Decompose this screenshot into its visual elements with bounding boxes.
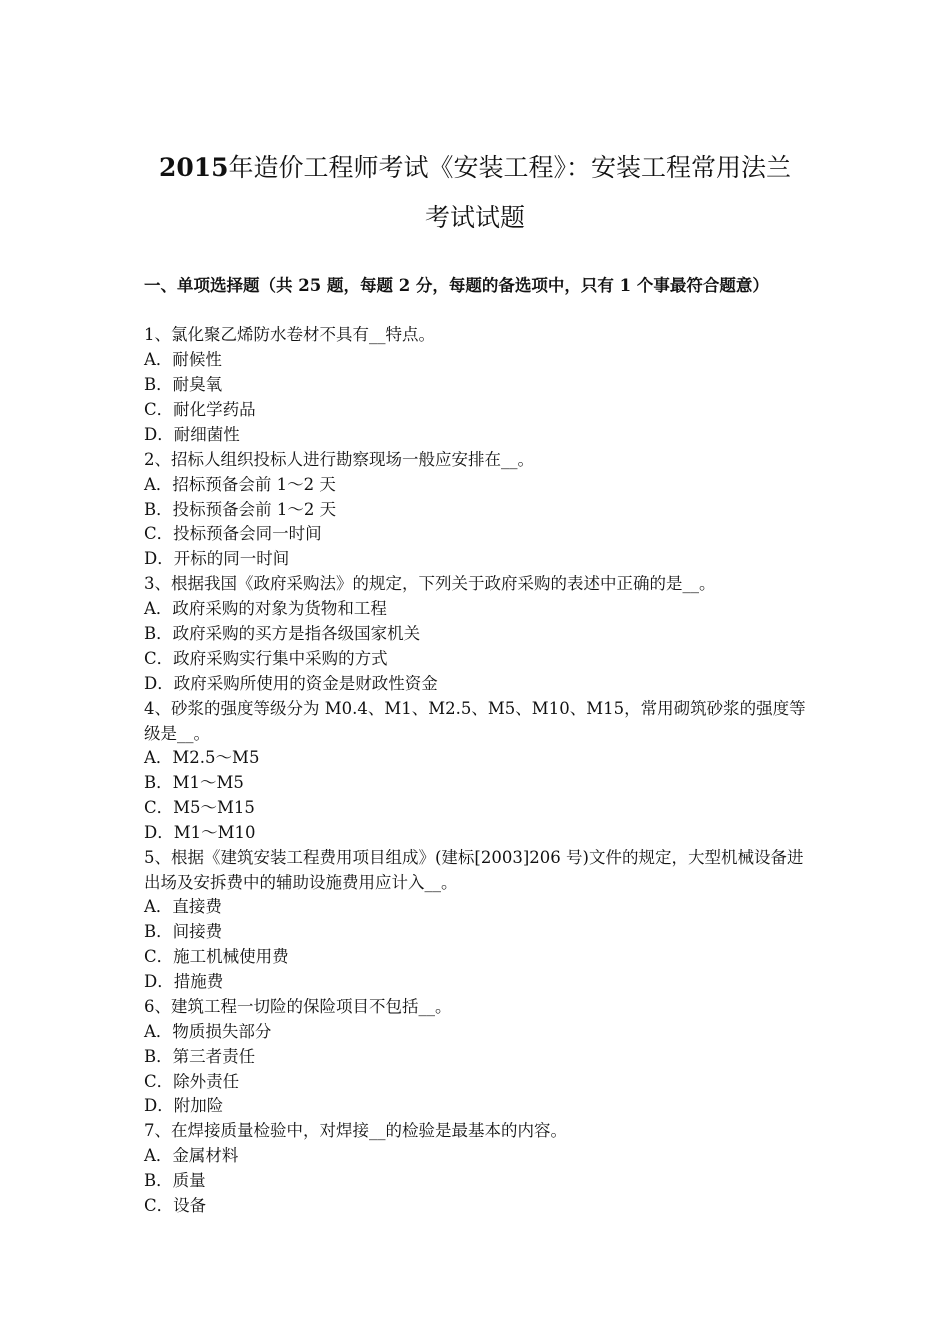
answer-option: D．政府采购所使用的资金是财政性资金 <box>144 674 438 693</box>
question-stem: 4、砂浆的强度等级分为 M0.4、M1、M2.5、M5、M10、M15，常用砌筑砂浆的强度等级是__。 <box>144 699 806 743</box>
answer-option: D．措施费 <box>144 972 224 991</box>
answer-option: C．耐化学药品 <box>144 400 256 419</box>
answer-option: D．开标的同一时间 <box>144 549 290 568</box>
answer-option: B．政府采购的买方是指各级国家机关 <box>144 624 421 643</box>
section-heading: 一、单项选择题（共 25 题，每题 2 分，每题的备选项中，只有 1 个事最符合题意） <box>144 276 769 295</box>
answer-option: B．M1～M5 <box>144 773 244 792</box>
question-stem: 1、氯化聚乙烯防水卷材不具有__特点。 <box>144 325 435 344</box>
answer-option: C．施工机械使用费 <box>144 947 289 966</box>
title-text: 年造价工程师考试《安装工程》：安装工程常用法兰 <box>228 153 792 182</box>
answer-option: A．招标预备会前 1～2 天 <box>144 475 336 494</box>
answer-option: B．耐臭氧 <box>144 375 223 394</box>
answer-option: A．金属材料 <box>144 1146 239 1165</box>
answer-option: A．耐候性 <box>144 350 222 369</box>
question-stem: 3、根据我国《政府采购法》的规定，下列关于政府采购的表述中正确的是__。 <box>144 574 716 593</box>
answer-option: A．M2.5～M5 <box>144 748 260 767</box>
answer-option: B．第三者责任 <box>144 1047 256 1066</box>
question-stem: 5、根据《建筑安装工程费用项目组成》(建标[2003]206 号)文件的规定，大型机械设备进出场及安拆费中的辅助设施费用应计入__。 <box>144 848 804 892</box>
answer-option: C．政府采购实行集中采购的方式 <box>144 649 388 668</box>
answer-option: B．投标预备会前 1～2 天 <box>144 500 337 519</box>
answer-option: B．间接费 <box>144 922 223 941</box>
answer-option: B．质量 <box>144 1171 206 1190</box>
answer-option: D．附加险 <box>144 1096 224 1115</box>
document-title-line-2: 考试试题 <box>424 203 525 232</box>
question-stem: 6、建筑工程一切险的保险项目不包括__。 <box>144 997 452 1016</box>
answer-option: A．物质损失部分 <box>144 1022 272 1041</box>
question-stem: 7、在焊接质量检验中，对焊接__的检验是最基本的内容。 <box>144 1121 567 1140</box>
answer-option: A．直接费 <box>144 897 222 916</box>
answer-option: D．M1～M10 <box>144 823 256 842</box>
answer-option: C．投标预备会同一时间 <box>144 524 322 543</box>
title-year: 2015 <box>158 153 229 182</box>
answer-option: C．除外责任 <box>144 1072 240 1091</box>
answer-option: A．政府采购的对象为货物和工程 <box>144 599 387 618</box>
answer-option: D．耐细菌性 <box>144 425 240 444</box>
document-title-line-1 <box>100 153 850 183</box>
answer-option: C．设备 <box>144 1196 207 1215</box>
answer-option: C．M5～M15 <box>144 798 255 817</box>
question-stem: 2、招标人组织投标人进行勘察现场一般应安排在__。 <box>144 450 534 469</box>
